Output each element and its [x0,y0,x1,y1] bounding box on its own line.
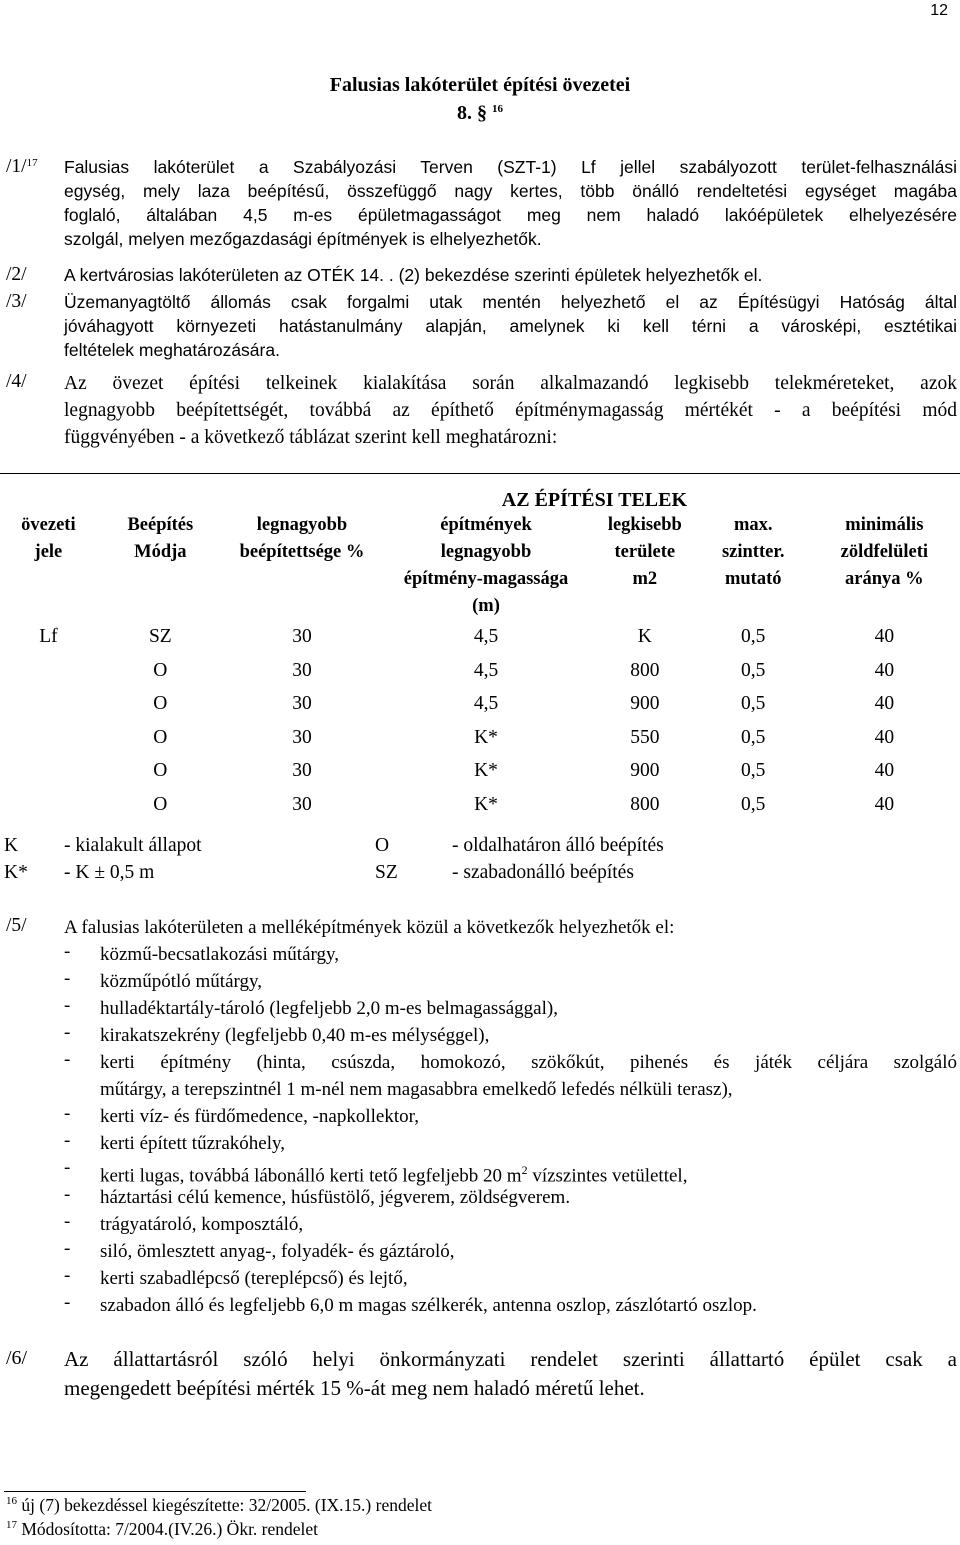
list-item: kerti épített tűzrakóhely, [100,1133,285,1154]
list-item: kirakatszekrény (legfeljebb 0,40 m-es mélységgel), [100,1025,490,1046]
column-header: minimális zöldfelületi aránya % [840,515,929,589]
footnote-divider [4,1491,306,1492]
list-dash: - [64,1130,71,1151]
list-dash: - [64,995,71,1016]
section-heading: 8. § $^{16}$ [457,102,503,124]
legend-desc: - kialakult állapot [64,835,202,856]
paragraph-number: /2/ [6,264,27,285]
legend-code: K* [4,862,28,883]
table-row: O 30 K* 900 0,5 40 [153,760,895,782]
legend-desc: - K ± 0,5 m [64,862,155,883]
list-dash: - [64,941,71,962]
list-dash: - [64,1265,71,1286]
paragraph-number: /5/ [6,915,27,936]
table-group-header: AZ ÉPÍTÉSI TELEK [501,489,688,511]
table-row: O 30 K* 800 0,5 40 [153,793,895,815]
paragraph-2: A kertvárosias lakóterületen az OTÉK 14. . (2) bekezdése szerinti épületek helyezhetők el. [64,265,763,285]
list-dash: - [64,1211,71,1232]
list-dash: - [64,968,71,989]
page-title: Falusias lakóterület építési övezetei [329,74,631,96]
paragraph-number: /6/ [6,1347,28,1369]
list-item: kerti víz- és fürdőmedence, -napkollektor, [100,1106,419,1127]
paragraph-number: /4/ [6,371,27,392]
paragraph-4: Az övezet építési telkeinek kialakítása során alkalmazandó legkisebb telekméreteket, azok legnagyobb beépítettségét, továbbá az építhető építménymagasság mértékét - a beépítési mód függvényében - a következő táblázat szerint kell meghatározni: [64,373,957,448]
footnote-ref: 16 [492,103,503,115]
column-header: övezeti jele [21,515,76,562]
column-header: építmények legnagyobb építmény-magassága (m) [403,515,569,616]
table-row: Lf SZ 30 4,5 K 0,5 40 [39,626,895,647]
table-row: O 30 4,5 900 0,5 40 [153,693,895,715]
table-row: O 30 4,5 800 0,5 40 [153,659,895,681]
paragraph-6: Az állattartásról szóló helyi önkormányzati rendelet szerinti állattartó épület csak a megengedett beépítési mérték 15 %-át meg nem haladó méretű lehet. [64,1347,957,1400]
list-item: hulladéktartály-tároló (legfeljebb 2,0 m-es belmagassággal), [100,998,558,1019]
list-dash: - [64,1103,71,1124]
column-header: max. szintter. mutató [721,515,785,589]
paragraph-number: /3/ [6,291,27,312]
list-dash: - [64,1238,71,1259]
paragraph-number: /1/$^{17}$ [6,156,38,177]
list-item: közmű-becsatlakozási műtárgy, [100,944,340,965]
list-item: kerti lugas, továbbá lábonálló kerti tető legfeljebb 20 $m^2$ vízszintes vetülettel, [100,1163,688,1187]
column-header: legnagyobb beépítettsége % [239,515,365,562]
legend-desc: - szabadonálló beépítés [452,862,634,883]
column-header: Beépítés Módja [127,515,194,562]
list-item: kerti szabadlépcső (tereplépcső) és lejtő, [100,1268,408,1289]
footnote: $^{16}$ új (7) bekezdéssel kiegészítette: 32/2005. (IX.15.) rendelet [6,1495,432,1515]
list-dash: - [64,1049,71,1070]
paragraph-3: Üzemanyagtöltő állomás csak forgalmi utak mentén helyezhető el az Építésügyi Hatóság által jóváhagyott környezeti hatástanulmány alapján, amelynek ki kell térni a városképi, esztétikai feltételek meghatározására. [64,292,957,360]
list-dash: - [64,1184,71,1205]
list-item: szabadon álló és legfeljebb 6,0 m magas szélkerék, antenna oszlop, zászlótartó oszlop. [100,1295,757,1316]
table-row: O 30 K* 550 0,5 40 [153,726,895,748]
list-dash: - [64,1022,71,1043]
legend-desc: - oldalhatáron álló beépítés [452,835,664,856]
legend-code: O [375,835,390,856]
list-dash: - [64,1157,71,1178]
column-header: legkisebb területe m2 [607,515,682,589]
list-item: közműpótló műtárgy, [100,971,263,992]
building-plot-table [0,473,960,822]
paragraph-1: Falusias lakóterület a Szabályozási Terven (SZT-1) Lf jellel szabályozott terület-felhasználási egység, mely laza beépítésű, összefüggő nagy kertes, több önálló rendeltetési egységet magába foglaló, általában 4,5 m-es épületmagasságot meg nem haladó lakóépületek elhelyezésére szolgál, melyen mezőgazdasági építmények is elhelyezhetők. [64,157,957,249]
list-item: kerti építmény (hinta, csúszda, homokozó, szökőkút, pihenés és játék céljára szolgáló műtárgy, a terepszintnél 1 m-nél nem magasabbra emelkedő lefedés nélküli terasz), [100,1052,957,1100]
list-item: siló, ömlesztett anyag-, folyadék- és gáztároló, [100,1241,455,1262]
legend-code: K [4,835,19,856]
footnote: $^{17}$ Módosította: 7/2004.(IV.26.) Ökr. rendelet [6,1519,319,1539]
legend-code: SZ [375,862,398,883]
paragraph-5-intro: A falusias lakóterületen a melléképítmények közül a következők helyezhetők el: [64,917,675,938]
page-number: 12 [930,2,948,19]
list-dash: - [64,1292,71,1313]
list-item: trágyatároló, komposztáló, [100,1214,304,1235]
list-item: háztartási célú kemence, húsfüstölő, jégverem, zöldségverem. [100,1187,571,1208]
